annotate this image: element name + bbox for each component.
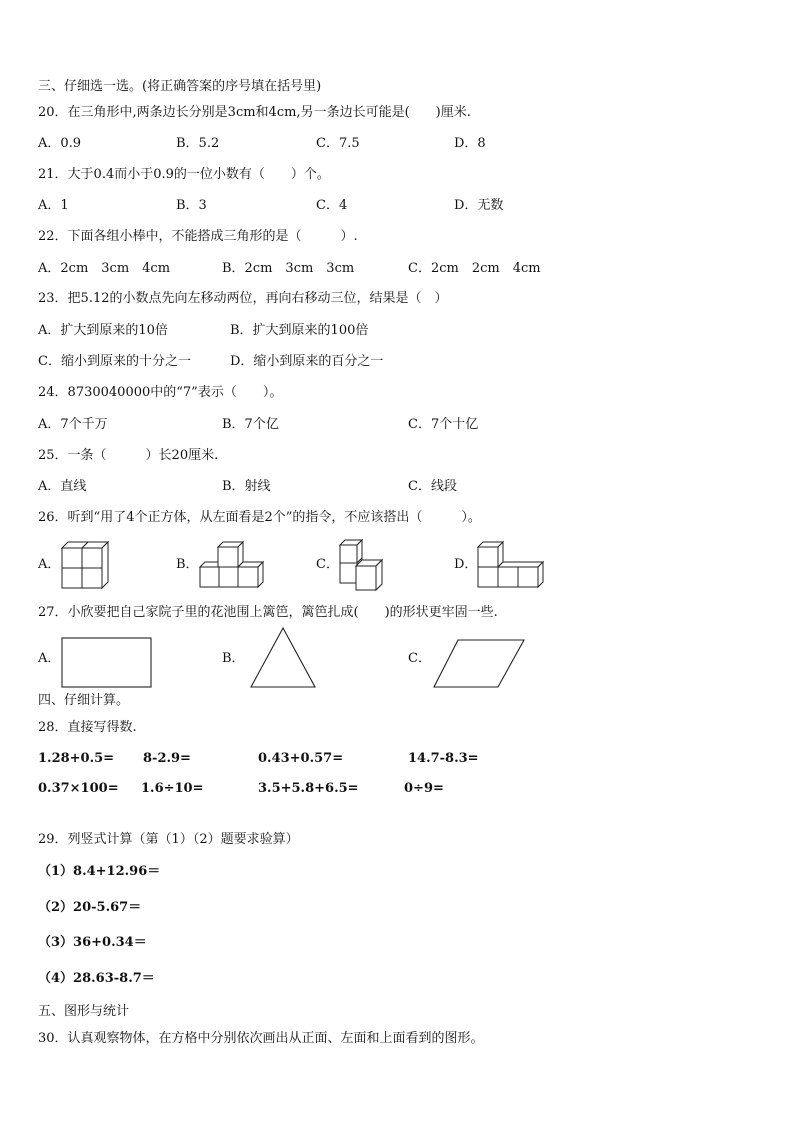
- q25-option-c[interactable]: C．线段: [408, 479, 457, 494]
- q20-text: 20．在三角形中,两条边长分别是3cm和4cm,另一条边长可能是( )厘米.: [38, 105, 471, 120]
- q24-option-b[interactable]: B．7个亿: [222, 417, 279, 432]
- q27-triangle-shape: [249, 626, 317, 690]
- q22-option-c[interactable]: C．2cm 2cm 4cm: [408, 261, 541, 276]
- q27-option-a[interactable]: A．: [38, 651, 61, 666]
- q28-item[interactable]: 14.7-8.3=: [408, 751, 479, 766]
- q29-item-2[interactable]: （2）20-5.67＝: [38, 900, 142, 915]
- q20-option-c[interactable]: C．7.5: [316, 136, 360, 151]
- q26-figure-c: [338, 536, 388, 592]
- q22-option-a[interactable]: A．2cm 3cm 4cm: [38, 261, 171, 276]
- q21-option-a[interactable]: A．1: [38, 198, 69, 213]
- q26-figure-d: [476, 540, 548, 590]
- q26-figure-b: [198, 540, 268, 590]
- q29-text: 29．列竖式计算（第（1）（2）题要求验算）: [38, 832, 299, 847]
- q23-option-b[interactable]: B．扩大到原来的100倍: [230, 323, 369, 338]
- q21-option-c[interactable]: C．4: [316, 198, 348, 213]
- q26-option-c[interactable]: C．: [316, 557, 339, 572]
- q24-text: 24．8730040000中的“7”表示（ ）。: [38, 385, 283, 400]
- q27-option-b[interactable]: B．: [222, 651, 245, 666]
- section-4-title: 四、仔细计算。: [38, 693, 130, 708]
- q25-text: 25．一条（ ）长20厘米.: [38, 448, 219, 463]
- q27-parallelogram-shape: [432, 638, 526, 690]
- q22-text: 22．下面各组小棒中，不能搭成三角形的是（ ）.: [38, 229, 358, 244]
- q20-option-a[interactable]: A．0.9: [38, 136, 82, 151]
- q28-item[interactable]: 0.37×100=: [38, 781, 119, 796]
- q21-option-b[interactable]: B．3: [176, 198, 207, 213]
- q28-item[interactable]: 0.43+0.57=: [258, 751, 344, 766]
- q22-option-b[interactable]: B．2cm 3cm 3cm: [222, 261, 355, 276]
- q20-option-b[interactable]: B．5.2: [176, 136, 220, 151]
- q28-item[interactable]: 1.6÷10=: [141, 781, 204, 796]
- q23-option-c[interactable]: C．缩小到原来的十分之一: [38, 354, 191, 369]
- q28-item[interactable]: 8-2.9=: [143, 751, 191, 766]
- q26-text: 26．听到“用了4个正方体，从左面看是2个”的指令，不应该搭出（ ）。: [38, 510, 481, 525]
- q21-option-d[interactable]: D．无数: [454, 198, 504, 213]
- q26-figure-a: [60, 538, 110, 590]
- q28-item[interactable]: 1.28+0.5=: [38, 751, 115, 766]
- q23-option-a[interactable]: A．扩大到原来的10倍: [38, 323, 168, 338]
- q29-item-3[interactable]: （3）36+0.34＝: [38, 935, 147, 950]
- q28-item[interactable]: 0÷9=: [404, 781, 444, 796]
- q30-text: 30．认真观察物体，在方格中分别依次画出从正面、左面和上面看到的图形。: [38, 1031, 484, 1046]
- q29-item-1[interactable]: （1）8.4+12.96＝: [38, 864, 161, 879]
- q28-text: 28．直接写得数.: [38, 720, 137, 735]
- q28-item[interactable]: 3.5+5.8+6.5=: [258, 781, 359, 796]
- q20-option-d[interactable]: D．8: [454, 136, 486, 151]
- q25-option-a[interactable]: A．直线: [38, 479, 87, 494]
- q21-text: 21．大于0.4而小于0.9的一位小数有（ ）个。: [38, 167, 330, 182]
- section-5-title: 五、图形与统计: [38, 1004, 130, 1019]
- q29-item-4[interactable]: （4）28.63-8.7＝: [38, 971, 155, 986]
- q26-option-a[interactable]: A．: [38, 557, 61, 572]
- q27-text: 27．小欣要把自己家院子里的花池围上篱笆，篱笆扎成( )的形状更牢固一些.: [38, 605, 498, 620]
- q23-text: 23．把5.12的小数点先向左移动两位，再向右移动三位，结果是（ ）: [38, 291, 448, 306]
- q25-option-b[interactable]: B．射线: [222, 479, 271, 494]
- q24-option-c[interactable]: C．7个十亿: [408, 417, 479, 432]
- q26-option-b[interactable]: B．: [176, 557, 199, 572]
- q27-option-c[interactable]: C．: [408, 651, 431, 666]
- q23-option-d[interactable]: D．缩小到原来的百分之一: [230, 354, 384, 369]
- section-3-title: 三、仔细选一选。(将正确答案的序号填在括号里): [38, 79, 322, 94]
- q24-option-a[interactable]: A．7个千万: [38, 417, 108, 432]
- q27-rectangle-shape: [60, 636, 154, 690]
- q26-option-d[interactable]: D．: [454, 557, 478, 572]
